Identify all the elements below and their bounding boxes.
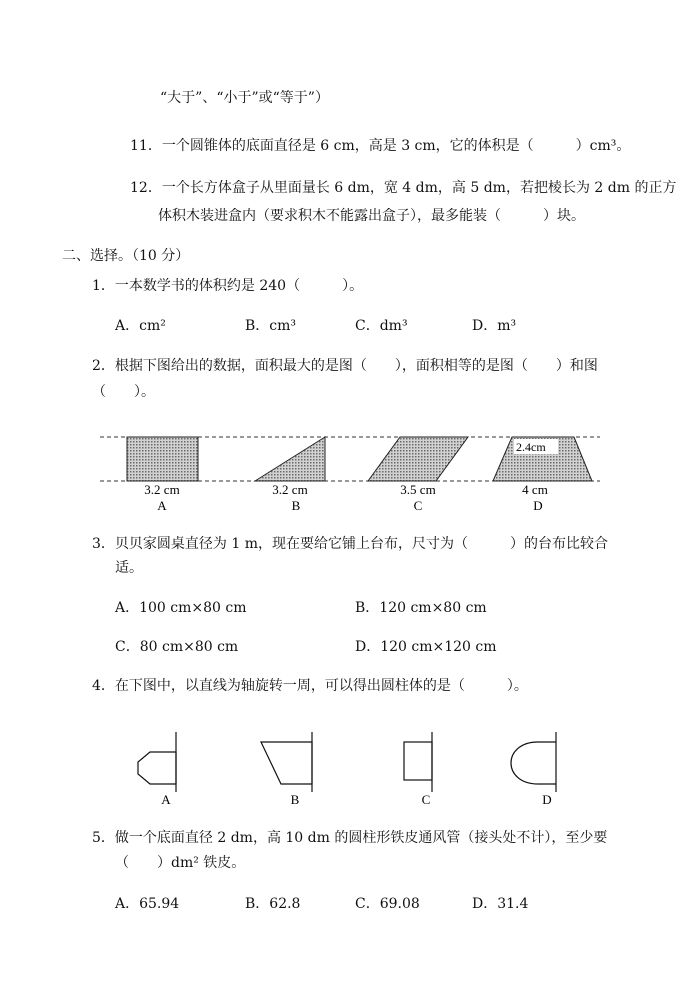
rotation-shapes-figure (130, 728, 570, 810)
choice-q3-option-a: A．100 cm×80 cm (115, 600, 247, 616)
fill-line-continuation: “大于”、“小于”或“等于”） (160, 90, 329, 106)
choice-q1-stem: 1．一本数学书的体积约是 240（ ）。 (92, 278, 364, 294)
choice-q3-stem-line2: 适。 (115, 560, 143, 576)
shape-b-trapezoid (261, 742, 312, 784)
measure-d: 4 cm (522, 482, 548, 497)
shape-c-parallelogram (368, 437, 468, 481)
measure-a: 3.2 cm (144, 482, 180, 497)
choice-q3-option-d: D．120 cm×120 cm (355, 639, 497, 655)
choice-q3-stem-line1: 3．贝贝家圆桌直径为 1 m，现在要给它铺上台布，尺寸为（ ）的台布比较合 (92, 536, 608, 552)
choice-q5-stem-line1: 5．做一个底面直径 2 dm，高 10 dm 的圆柱形铁皮通风管（接头处不计），至少要 (92, 830, 608, 846)
choice-q1-option-d: D．m³ (472, 318, 517, 334)
letter-b: B (291, 498, 301, 513)
choice-q5-option-d: D．31.4 (472, 896, 529, 912)
choice-q5-option-c: C．69.08 (355, 896, 420, 912)
choice-q5-option-b: B．62.8 (245, 896, 301, 912)
question-12-line1: 12．一个长方体盒子从里面量长 6 dm，宽 4 dm，高 5 dm，若把棱长为 2 dm 的正方 (130, 180, 677, 196)
shapes-area-figure (100, 426, 600, 518)
choice-q1-option-a: A．cm² (115, 318, 166, 334)
choice-q2-stem-line2: （ ）。 (92, 384, 155, 400)
letter-d: D (533, 498, 543, 513)
shape-a-rectangle (127, 437, 198, 481)
section-2-title: 二、选择。（10 分） (62, 248, 190, 264)
choice-q1-option-b: B．cm³ (245, 318, 297, 334)
choice-q4-stem: 4．在下图中，以直线为轴旋转一周，可以得出圆柱体的是（ ）。 (92, 678, 528, 694)
choice-q5-stem-line2: （ ）dm² 铁皮。 (115, 855, 246, 871)
q4-letter-d: D (542, 792, 552, 807)
choice-q3-option-b: B．120 cm×80 cm (355, 600, 487, 616)
shape-a-pentagon (138, 752, 176, 784)
question-11: 11．一个圆锥体的底面直径是 6 cm，高是 3 cm，它的体积是（ ）cm³。 (130, 138, 631, 154)
q4-letter-c: C (421, 792, 431, 807)
choice-q2-stem-line1: 2．根据下图给出的数据，面积最大的是图（ ），面积相等的是图（ ）和图 (92, 358, 598, 374)
q4-letter-a: A (161, 792, 171, 807)
choice-q1-option-c: C．dm³ (355, 318, 408, 334)
shape-c-rectangle (404, 742, 432, 780)
choice-q3-option-c: C．80 cm×80 cm (115, 639, 239, 655)
letter-c: C (413, 498, 423, 513)
measure-c: 3.5 cm (400, 482, 436, 497)
measure-b: 3.2 cm (272, 482, 308, 497)
q4-letter-b: B (290, 792, 300, 807)
question-12-line2: 体积木装进盒内（要求积木不能露出盒子），最多能装（ ）块。 (158, 208, 585, 224)
shape-b-triangle (255, 437, 325, 481)
top-length-label: 2.4cm (516, 440, 546, 454)
choice-q5-option-a: A．65.94 (115, 896, 180, 912)
shape-d-semicircle (511, 742, 556, 784)
letter-a: A (157, 498, 167, 513)
